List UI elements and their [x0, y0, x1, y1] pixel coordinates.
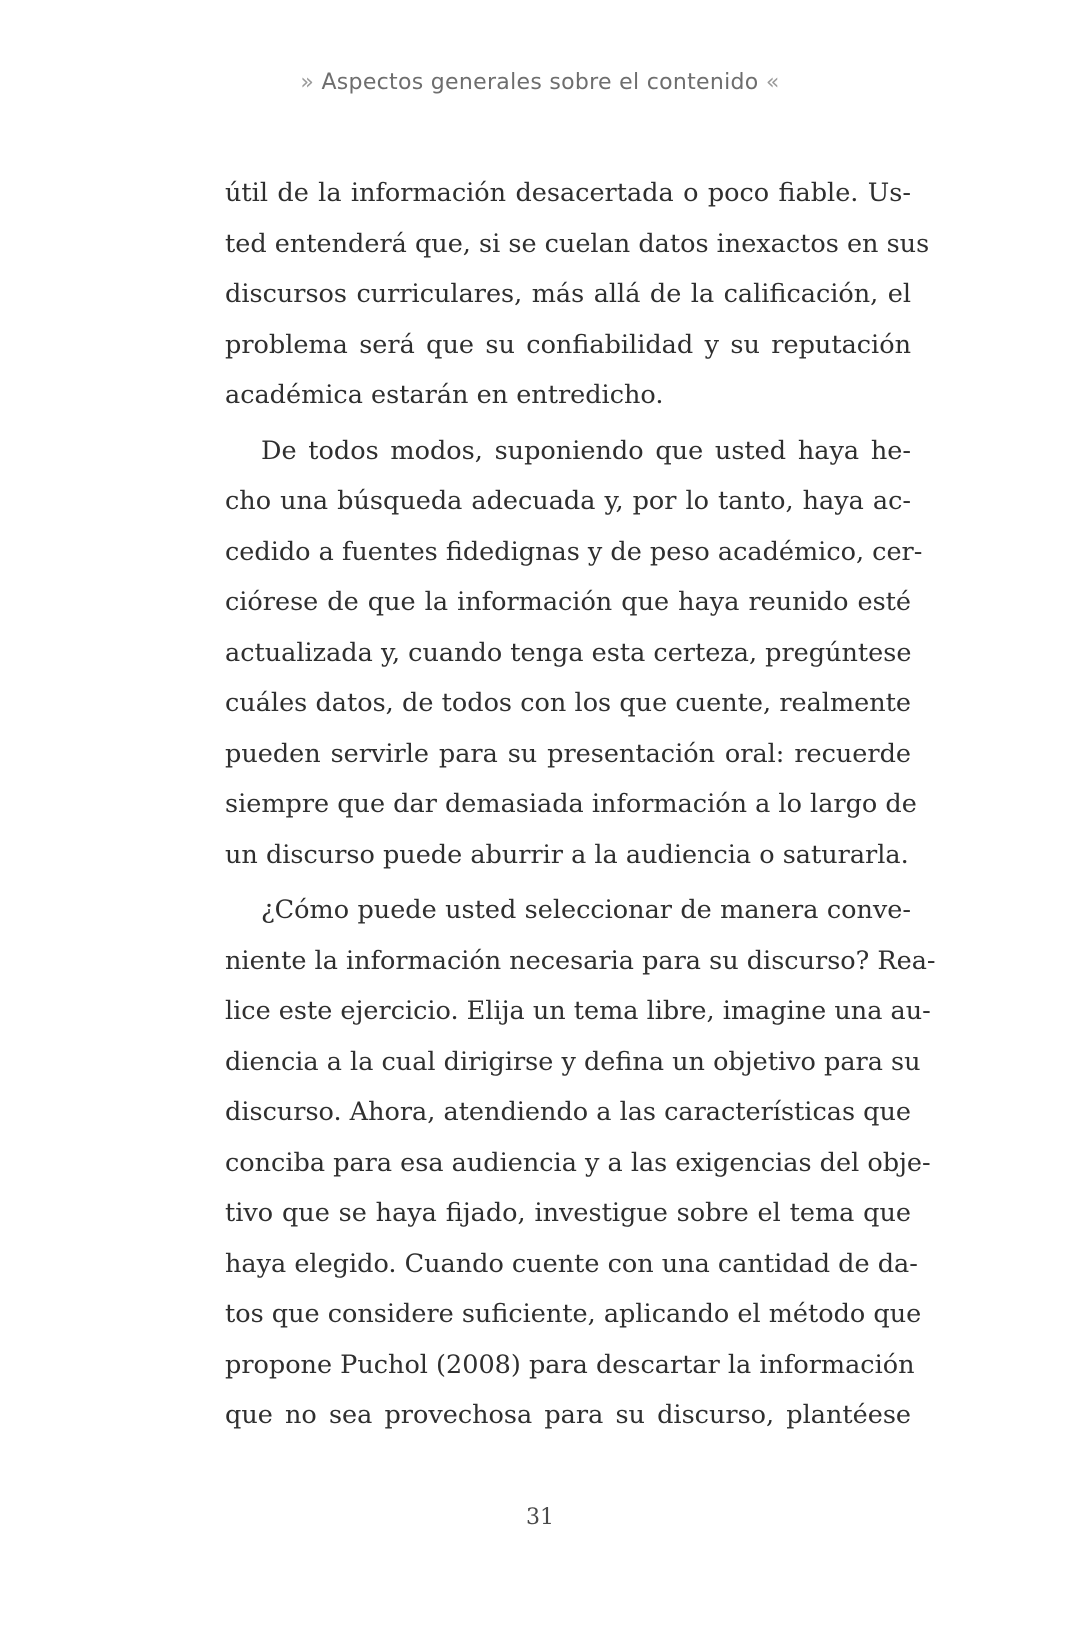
text-line: tivo que se haya fijado, investigue sobre el tema que	[225, 1198, 911, 1228]
text-line: discurso. Ahora, atendiendo a las características que	[225, 1097, 911, 1127]
text-line: tos que considere suficiente, aplicando el método que	[225, 1299, 922, 1329]
page-number: 31	[526, 1505, 554, 1530]
header-title: Aspectos generales sobre el contenido	[321, 70, 759, 95]
text-line: propone Puchol (2008) para descartar la información	[225, 1349, 915, 1380]
text-line: cedido a fuentes fidedignas y de peso académico, cer-	[225, 536, 923, 567]
text-line: problema será que su confiabilidad y su reputación	[225, 329, 911, 360]
text-line: haya elegido. Cuando cuente con una cantidad de da-	[225, 1248, 918, 1279]
header-close-mark: «	[765, 70, 780, 95]
text-line: académica estarán en entredicho.	[225, 380, 664, 410]
text-line: ted entenderá que, si se cuelan datos inexactos en sus	[225, 228, 930, 259]
body-text	[225, 168, 936, 1441]
running-header	[0, 70, 1080, 95]
text-line: pueden servirle para su presentación oral: recuerde	[225, 738, 911, 769]
text-line: cuáles datos, de todos con los que cuente, realmente	[225, 688, 911, 718]
text-line: siempre que dar demasiada información a lo largo de	[225, 789, 917, 819]
text-line: ciórese de que la información que haya reunido esté	[225, 587, 911, 617]
text-line: actualizada y, cuando tenga esta certeza, pregúntese	[225, 637, 912, 668]
text-line: ¿Cómo puede usted seleccionar de manera conve-	[261, 895, 911, 925]
text-line: un discurso puede aburrir a la audiencia o saturarla.	[225, 839, 909, 870]
text-line: que no sea provechosa para su discurso, plantéese	[225, 1400, 911, 1430]
text-line: diencia a la cual dirigirse y defina un objetivo para su	[225, 1046, 921, 1077]
text-line: cho una búsqueda adecuada y, por lo tanto, haya ac-	[225, 486, 911, 516]
text-line: De todos modos, suponiendo que usted haya he-	[261, 435, 911, 466]
text-line: lice este ejercicio. Elija un tema libre, imagine una au-	[225, 996, 931, 1026]
text-line: discursos curriculares, más allá de la calificación, el	[225, 279, 911, 309]
text-line: conciba para esa audiencia y a las exigencias del obje-	[225, 1147, 931, 1178]
header-open-mark: »	[300, 70, 315, 95]
text-line: útil de la información desacertada o poco fiable. Us-	[225, 178, 911, 208]
text-line: niente la información necesaria para su discurso? Rea-	[225, 945, 936, 976]
